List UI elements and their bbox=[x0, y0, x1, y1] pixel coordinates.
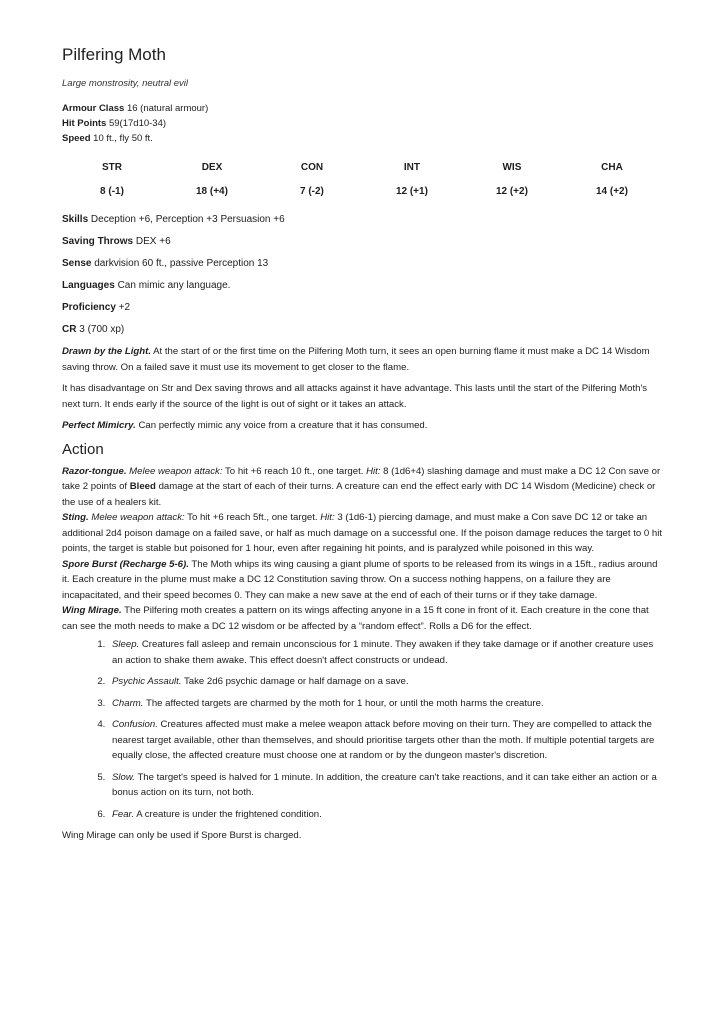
list-item: 5. Slow. The target's speed is halved for 1 minute. In addition, the creature can't take reactions, and it can take either an action or a bonus action on its turn, not both. bbox=[108, 770, 662, 801]
ability-score: 14 (+2) bbox=[595, 186, 628, 197]
ability-scores-table bbox=[62, 156, 662, 204]
wing-mirage-footer: Wing Mirage can only be used if Spore Burst is charged. bbox=[62, 830, 302, 841]
actions-heading: Action bbox=[62, 440, 104, 458]
ability-score: 8 (-1) bbox=[100, 186, 124, 197]
ability-header: CHA bbox=[601, 162, 623, 173]
monster-name: Pilfering Moth bbox=[62, 45, 166, 64]
trait-drawn-by-light: Drawn by the Light. At the start of or the first time on the Pilfering Moth turn, it sees an open burning flame it must make a DC 14 Wisdom saving throw. On a failed save it must use its movement to get closer to the flame. bbox=[62, 346, 650, 373]
ability-header: DEX bbox=[201, 162, 223, 173]
ability-score-row bbox=[62, 180, 662, 204]
ability-header: CON bbox=[300, 162, 324, 173]
armour-class: Armour Class 16 (natural armour) bbox=[62, 103, 209, 114]
list-item: 2. Psychic Assault. Take 2d6 psychic damage or half damage on a save. bbox=[108, 674, 662, 690]
trait-drawn-by-light-continued: It has disadvantage on Str and Dex saving throws and all attacks against it have advantage. This lasts until the start of the Pilfering Moth's next turn. It ends early if the source of the light is out of sight or it takes an attack. bbox=[62, 383, 648, 410]
senses: Sense darkvision 60 ft., passive Perception 13 bbox=[62, 258, 269, 269]
list-item: 3. Charm. The affected targets are charmed by the moth for 1 hour, or until the moth harms the creature. bbox=[108, 696, 662, 712]
stat-block bbox=[62, 44, 662, 844]
ability-header: STR bbox=[101, 162, 122, 173]
ability-score: 18 (+4) bbox=[195, 186, 228, 197]
ability-header: INT bbox=[403, 162, 420, 173]
list-item: 1. Sleep. Creatures fall asleep and remain unconscious for 1 minute. They awaken if they take damage or if another creature uses an action to shake them awake. This effect doesn't affect constructs or undead. bbox=[108, 637, 662, 668]
action-spore-burst: Spore Burst (Recharge 5-6). The Moth whips its wing causing a giant plume of sports to be released from its wings in a 15ft., radius around it. Each creature in the plume must make a DC 12 Constitution saving throw. On a success nothing happens, on a failure they are incapacitated, and their speed becomes 0. They can make a new save at the end of each of their turns or if they take damage. bbox=[62, 558, 658, 601]
ability-score: 7 (-2) bbox=[300, 186, 324, 197]
challenge-rating: CR 3 (700 xp) bbox=[62, 324, 125, 335]
trait-perfect-mimicry: Perfect Mimicry. Can perfectly mimic any voice from a creature that it has consumed. bbox=[62, 420, 428, 431]
wing-mirage-effects-list bbox=[62, 637, 662, 822]
action-razor-tongue: Razor-tongue. Melee weapon attack: To hit +6 reach 10 ft., one target. Hit: 8 (1d6+4) slashing damage and must make a DC 12 Con save or take 2 points of Bleed damage at the start of each of their turns. A creature can end the effect early with DC 14 Wisdom (Medicine) check or the use of a healers kit. bbox=[62, 465, 661, 508]
action-sting: Sting. Melee weapon attack: To hit +6 reach 5ft., one target. Hit: 3 (1d6-1) piercing damage, and must make a Con save DC 12 or take an additional 2d4 poison damage on a failed save, or half as much damage on a successful one. If the poison damage reduces the target to 0 hit points, the target is stable but poisoned for 1 hour, even after regaining hit points, and is paralyzed while poisoned in this way. bbox=[62, 512, 662, 554]
ability-header-row bbox=[62, 156, 662, 180]
languages: Languages Can mimic any language. bbox=[62, 280, 231, 291]
list-item: 6. Fear. A creature is under the frightened condition. bbox=[108, 807, 662, 823]
hit-points: Hit Points 59(17d10-34) bbox=[62, 118, 167, 129]
skills: Skills Deception +6, Perception +3 Persuasion +6 bbox=[62, 214, 285, 225]
monster-type: Large monstrosity, neutral evil bbox=[62, 78, 189, 89]
saving-throws: Saving Throws DEX +6 bbox=[62, 236, 171, 247]
proficiency: Proficiency +2 bbox=[62, 302, 131, 313]
ability-score: 12 (+1) bbox=[395, 186, 428, 197]
speed: Speed 10 ft., fly 50 ft. bbox=[62, 133, 153, 144]
ability-score: 12 (+2) bbox=[495, 186, 528, 197]
action-wing-mirage: Wing Mirage. The Pilfering moth creates a pattern on its wings affecting anyone in a 15 ft cone in front of it. Each creature in the cone that can see the moth needs to make a DC 12 wisdom or be affected by a “random effect”. Rolls a D6 for the effect. bbox=[62, 605, 649, 632]
ability-header: WIS bbox=[502, 162, 522, 173]
list-item: 4. Confusion. Creatures affected must make a melee weapon attack before moving on their turn. They are compelled to attack the nearest target available, other than themselves, and should prioritise targets other than the moth. If multiple potential targets are equally close, the affected creature must choose one at random or by the dungeon master's discretion. bbox=[108, 717, 662, 764]
